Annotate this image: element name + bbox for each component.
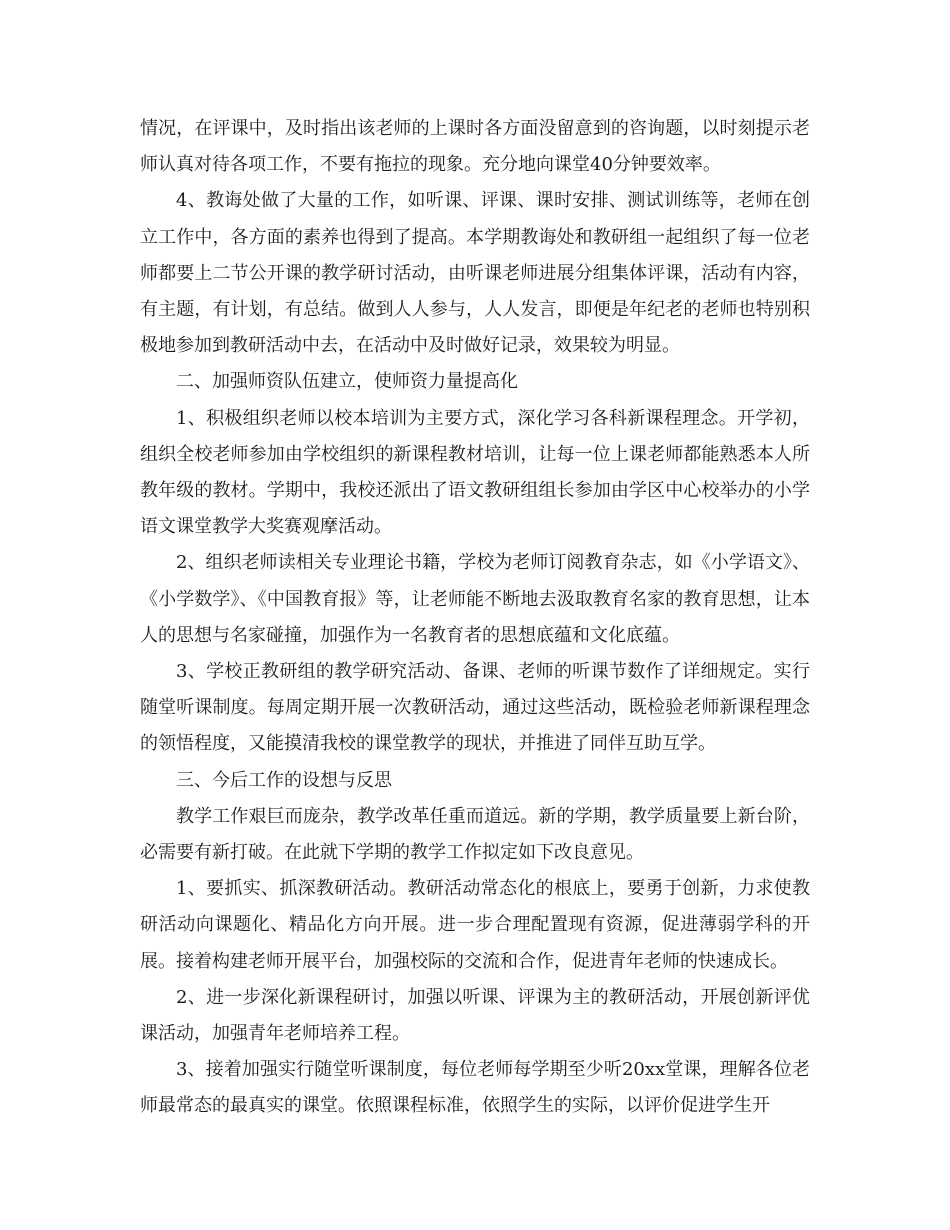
paragraph-6: 教学工作艰巨而庞杂，教学改革任重而道远。新的学期，教学质量要上新台阶，必需要有新打破。在此就下学期的教学工作拟定如下改良意见。 <box>140 805 810 864</box>
paragraph-3: 1、积极组织老师以校本培训为主要方式，深化学习各科新课程理念。开学初，组织全校老师参加由学校组织的新课程教材培训，让每一位上课老师都能熟悉本人所教年级的教材。学期中，我校还派出了语文教研组组长参加由学区中心校举办的小学语文课堂教学大奖赛观摩活动。 <box>140 407 810 538</box>
paragraph-1: 情况，在评课中，及时指出该老师的上课时各方面没留意到的咨询题，以时刻提示老师认真对待各项工作，不要有拖拉的现象。充分地向课堂40分钟要效率。 <box>140 118 810 176</box>
paragraph-9: 3、接着加强实行随堂听课制度，每位老师每学期至少听20xx堂课，理解各位老师最常态的最真实的课堂。依照课程标准，依照学生的实际，以评价促进学生开 <box>140 1059 810 1117</box>
paragraph-8: 2、进一步深化新课程研讨，加强以听课、评课为主的教研活动，开展创新评优课活动，加强青年老师培养工程。 <box>140 986 810 1045</box>
section-heading-3: 三、今后工作的设想与反思 <box>176 769 392 791</box>
paragraph-7: 1、要抓实、抓深教研活动。教研活动常态化的根底上，要勇于创新，力求使教研活动向课题化、精品化方向开展。进一步合理配置现有资源，促进薄弱学科的开展。接着构建老师开展平台，加强校际的交流和合作，促进青年老师的快速成长。 <box>140 878 810 972</box>
section-heading-2: 二、加强师资队伍建立，使师资力量提高化 <box>176 371 518 393</box>
paragraph-2: 4、教诲处做了大量的工作，如听课、评课、课时安排、测试训练等，老师在创立工作中，各方面的素养也得到了提高。本学期教诲处和教研组一起组织了每一位老师都要上二节公开课的教学研讨活动，由听课老师进展分组集体评课，活动有内容，有主题，有计划，有总结。做到人人参与，人人发言，即便是年纪老的老师也特别积极地参加到教研活动中去，在活动中及时做好记录，效果较为明显。 <box>140 190 810 357</box>
paragraph-5: 3、学校正教研组的教学研究活动、备课、老师的听课节数作了详细规定。实行随堂听课制度。每周定期开展一次教研活动，通过这些活动，既检验老师新课程理念的领悟程度，又能摸清我校的课堂教学的现状，并推进了同伴互助互学。 <box>140 661 810 755</box>
document-page <box>140 111 810 1125</box>
paragraph-4: 2、组织老师读相关专业理论书籍，学校为老师订阅教育杂志，如《小学语文》、《小学数学》、《中国教育报》等，让老师能不断地去汲取教育名家的教育思想，让本人的思想与名家碰撞，加强作为一名教育者的思想底蕴和文化底蕴。 <box>140 552 810 646</box>
